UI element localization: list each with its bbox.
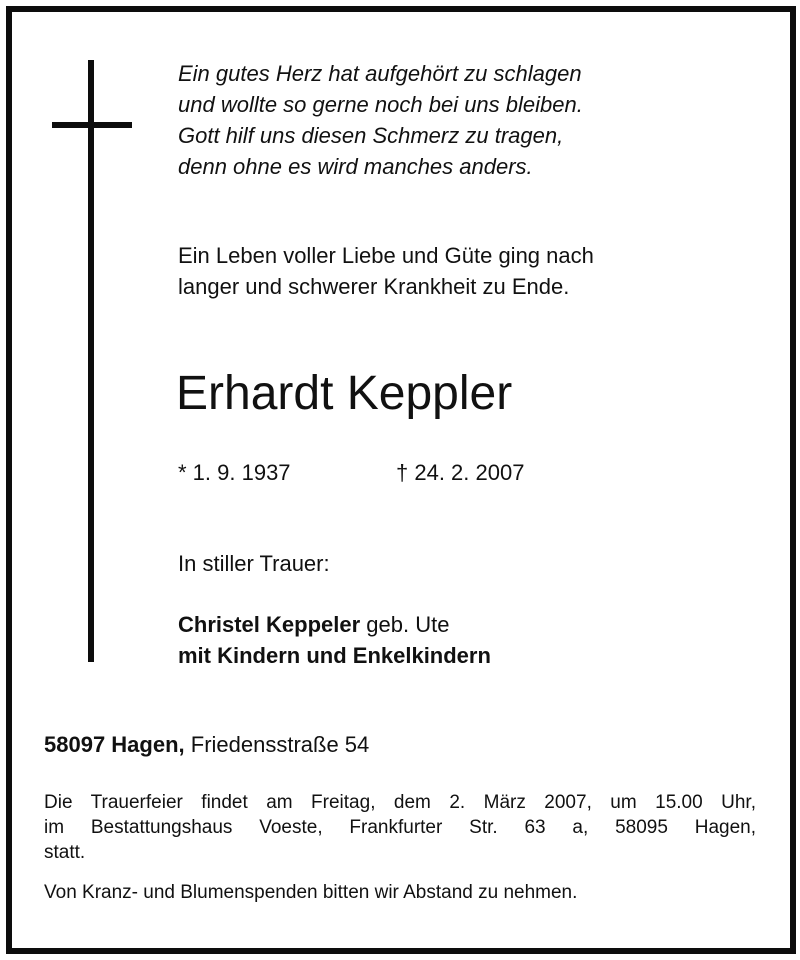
notice-line: im Bestattungshaus Voeste, Frankfurter Str. 63 a, 58095 Hagen, xyxy=(44,817,756,838)
poem xyxy=(178,58,583,182)
family-line xyxy=(178,640,491,671)
spouse-suffix: geb. Ute xyxy=(360,612,450,637)
intro-text xyxy=(178,240,594,302)
poem-line: und wollte so gerne noch bei uns bleiben. xyxy=(178,92,583,117)
address-street: Friedensstraße 54 xyxy=(184,732,370,757)
address-city: 58097 Hagen, xyxy=(44,732,185,757)
deceased-name: Erhardt Keppler xyxy=(176,367,513,420)
poem-line: Ein gutes Herz hat aufgehört zu schlagen xyxy=(178,61,582,86)
notice-line: statt. xyxy=(44,842,86,863)
flower-request: Von Kranz- und Blumenspenden bitten wir Abstand zu nehmen. xyxy=(44,882,578,903)
birth-date: * 1. 9. 1937 xyxy=(178,460,291,485)
mourners xyxy=(178,609,491,671)
notice-line: Die Trauerfeier findet am Freitag, dem 2. März 2007, um 15.00 Uhr, xyxy=(44,792,756,813)
spouse-line xyxy=(178,609,491,640)
intro-line: Ein Leben voller Liebe und Güte ging nach xyxy=(178,243,594,268)
cross-icon-bar xyxy=(52,122,132,128)
poem-line: denn ohne es wird manches anders. xyxy=(178,154,533,179)
death-date: † 24. 2. 2007 xyxy=(396,460,525,485)
poem-line: Gott hilf uns diesen Schmerz zu tragen, xyxy=(178,123,564,148)
spouse-name: Christel Keppeler xyxy=(178,612,361,637)
funeral-notice xyxy=(44,790,756,865)
address xyxy=(44,730,369,760)
mourning-heading: In stiller Trauer: xyxy=(178,551,330,576)
intro-line: langer und schwerer Krankheit zu Ende. xyxy=(178,274,570,299)
family-text: mit Kindern und Enkelkindern xyxy=(178,643,491,668)
cross-icon xyxy=(88,60,94,662)
